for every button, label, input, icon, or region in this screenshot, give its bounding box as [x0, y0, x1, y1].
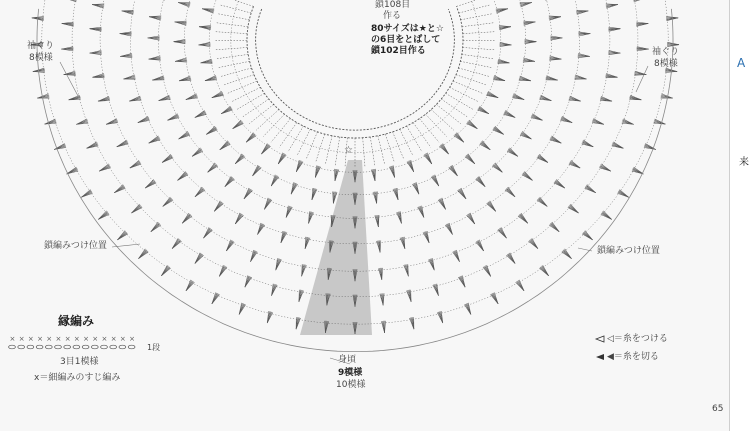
fan-stitch [93, 77, 105, 78]
fan-stitch [64, 75, 76, 76]
spoke-stitch [216, 23, 248, 27]
spoke-stitch [306, 132, 317, 160]
edging-repeat: 3目1模様 [60, 357, 99, 367]
spoke-stitch [279, 123, 297, 148]
fan-stitch [480, 106, 489, 114]
spoke-stitch [237, 93, 264, 109]
fan-stitch [175, 61, 187, 62]
edging-sc-mark: × [110, 335, 117, 343]
edging-sc-mark: × [83, 335, 89, 343]
stitch-rings [42, 0, 668, 335]
edging-chain-stitch [27, 345, 34, 349]
edging-sc-mark: × [64, 335, 71, 343]
spoke-stitch [385, 134, 394, 162]
edging-sc-mark: × [27, 335, 34, 343]
spoke-stitch [220, 5, 251, 13]
chain-count-label: 鎖108目 [375, 0, 411, 10]
edging-legend: x＝細編みのすじ編み [34, 373, 121, 383]
chain-attach-left-label: 鎖編みつけ位置 [44, 241, 107, 251]
fan-stitch [576, 10, 588, 11]
edge-char-a: A [737, 56, 746, 70]
star-mark: ☆ [344, 145, 353, 156]
leader-line [636, 66, 648, 92]
edging-chain-stitch [18, 345, 25, 349]
edging-sc-mark: × [55, 335, 62, 343]
fan-stitch [470, 213, 475, 224]
edging-chain-stitch [128, 345, 135, 349]
fan-stitch [98, 214, 109, 219]
spoke-stitch [228, 81, 257, 93]
spoke-stitch [450, 87, 478, 101]
edging-chain-stitch [45, 345, 52, 349]
spoke-stitch [462, 23, 494, 27]
edging-sc-mark: × [129, 335, 135, 343]
body-repeat-b: 10模様 [336, 380, 366, 390]
spoke-stitch [407, 126, 423, 152]
edging-chain-stitch [9, 345, 16, 349]
spoke-stitch [463, 32, 495, 34]
cut-yarn-legend: ◀＝糸を切る [607, 352, 659, 362]
spoke-stitch [218, 14, 250, 20]
spoke-stitch [263, 114, 284, 136]
edging-chain-stitch [110, 345, 117, 349]
edging-chain-stitch [91, 345, 98, 349]
edging-sc-mark: × [9, 335, 16, 343]
fan-stitch [264, 200, 272, 209]
join-yarn-legend: ◁＝糸をつける [607, 334, 668, 344]
fan-stitch [212, 294, 220, 303]
spoke-stitch [325, 136, 332, 165]
armhole-left-title: 袖ぐり [27, 41, 55, 51]
edging-sc-mark: × [101, 335, 108, 343]
edging-row-marker: 1段 [147, 343, 161, 352]
spoke-stitch [453, 81, 482, 93]
fan-stitch [505, 111, 515, 118]
spoke-stitch [221, 68, 252, 77]
spoke-stitch [393, 132, 404, 160]
spoke-stitch [232, 87, 260, 101]
edging-chain-stitch [119, 345, 126, 349]
spoke-stitch [457, 0, 487, 6]
edging-chain-stitch [36, 345, 43, 349]
fan-stitch [601, 164, 611, 171]
armhole-right-title: 袖ぐり [652, 47, 680, 57]
fan-stitch [571, 160, 580, 168]
fan-stitch [380, 240, 381, 252]
spoke-stitch [288, 126, 304, 152]
spoke-stitch [413, 123, 431, 148]
edging-sc-mark: × [18, 335, 25, 343]
stitch-ring [209, 0, 501, 172]
size-note-line-2: の6目をとばして [371, 35, 441, 45]
fan-stitch [377, 192, 378, 204]
edging-chain-stitch [82, 345, 89, 349]
spoke-stitch [224, 75, 254, 85]
spoke-stitch [249, 104, 273, 123]
size-note-line-1: 80サイズは★と☆ [371, 24, 444, 34]
fan-stitch [522, 131, 531, 139]
spoke-stitch [431, 110, 454, 131]
armhole-right-repeat: 8模様 [654, 59, 678, 69]
edging-sc-mark: × [119, 335, 126, 343]
spoke-stitch [459, 68, 490, 77]
edging-sc-mark: × [46, 335, 53, 343]
spoke-stitch [426, 114, 447, 136]
edge-char-b: 来 [739, 157, 749, 168]
spoke-stitch [316, 134, 325, 162]
make-label: 作る [383, 11, 402, 21]
body-repeat-a: 9模様 [338, 368, 363, 378]
edging-chain-stitch [101, 345, 108, 349]
edging-sc-mark: × [92, 335, 99, 343]
spoke-stitch [436, 104, 460, 123]
spoke-stitch [420, 119, 439, 143]
fan-stitch [519, 280, 524, 291]
edging-title: 縁編み [58, 314, 95, 328]
highlighted-repeat-band [300, 160, 372, 335]
size-note-line-3: 鎖102目作る [371, 46, 426, 56]
spoke-stitch [243, 99, 269, 117]
spoke-stitch [271, 119, 290, 143]
join-yarn-symbol [596, 336, 604, 342]
chain-attach-right-label: 鎖編みつけ位置 [597, 246, 660, 256]
spoke-stitch [223, 0, 253, 6]
armhole-left-repeat: 8模様 [29, 53, 53, 63]
spoke-stitch [456, 75, 486, 85]
edging-chain-stitch [55, 345, 62, 349]
edging-stitch-diagram [8, 333, 144, 353]
spoke-stitch [460, 61, 492, 67]
body-title: 身頃 [338, 355, 357, 365]
cut-yarn-symbol [596, 354, 604, 360]
fan-stitch [552, 136, 562, 143]
spoke-stitch [400, 129, 413, 156]
spoke-stitch [297, 129, 310, 156]
fan-stitch [606, 4, 618, 5]
fan-stitch [375, 169, 376, 181]
edging-sc-mark: × [73, 335, 80, 343]
spoke-stitch [215, 32, 247, 34]
spoke-stitch [461, 14, 493, 20]
spoke-stitch [459, 5, 490, 13]
edging-chain-stitch [73, 345, 80, 349]
fan-stitch [378, 215, 379, 227]
spoke-stitch [441, 99, 467, 117]
page-number: 65 [712, 404, 724, 414]
fan-stitch [162, 158, 173, 163]
spoke-stitch [218, 61, 250, 67]
spoke-stitch [256, 110, 279, 131]
edging-chain-stitch [64, 345, 71, 349]
spoke-stitch [446, 93, 473, 109]
fan-stitch [258, 225, 265, 235]
edging-sc-mark: × [37, 335, 43, 343]
